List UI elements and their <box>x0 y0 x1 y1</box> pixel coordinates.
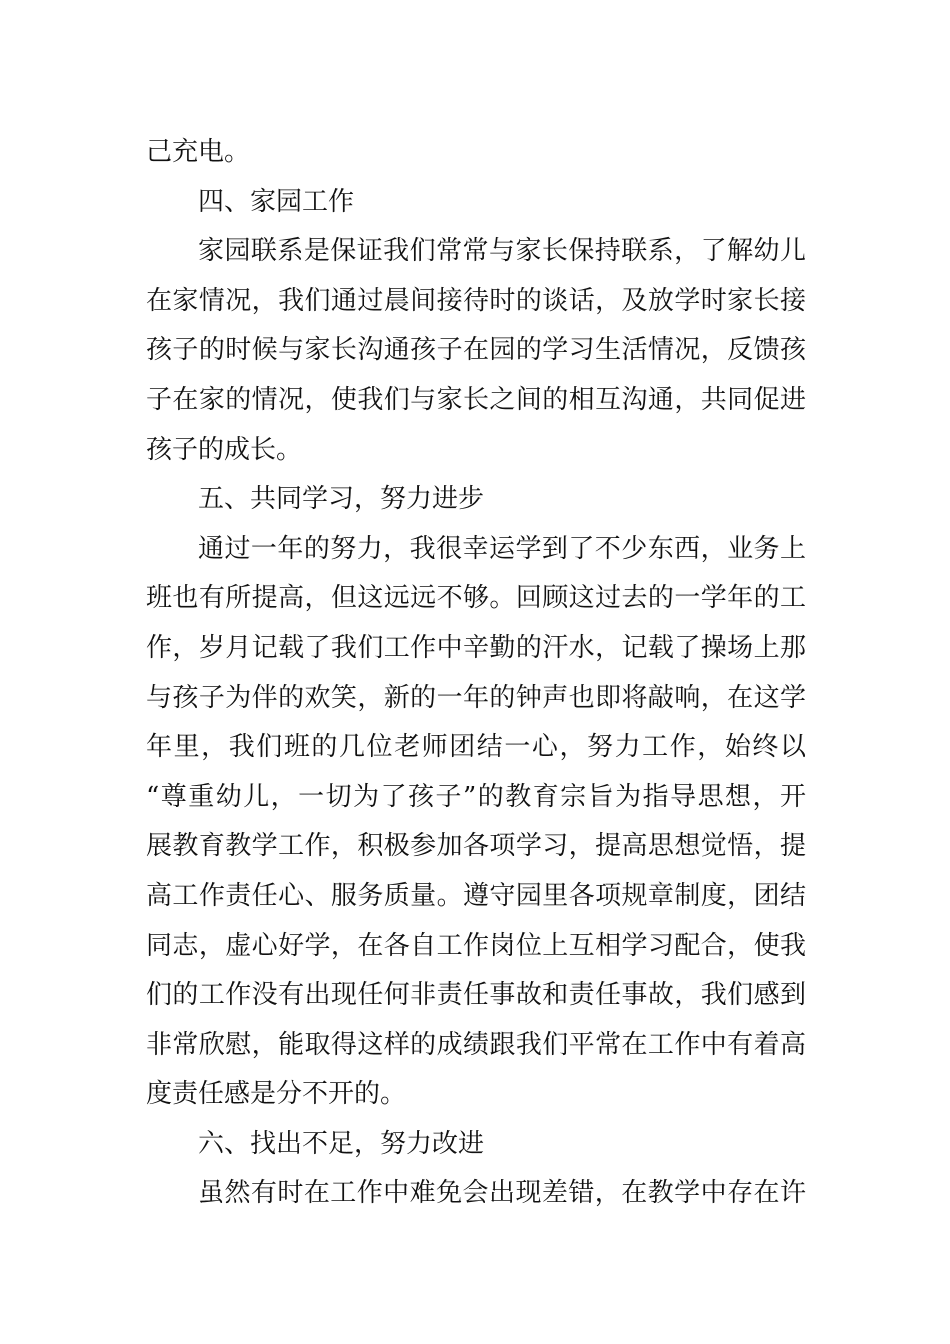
text-line: 们的工作没有出现任何非责任事故和责任事故，我们感到 <box>146 980 806 1011</box>
text-line: 展教育教学工作，积极参加各项学习，提高思想觉悟，提 <box>146 831 806 862</box>
text-line: 同志，虚心好学，在各自工作岗位上互相学习配合，使我 <box>146 930 806 961</box>
text-line: 通过一年的努力，我很幸运学到了不少东西，业务上 <box>198 533 806 564</box>
section-heading: 五、共同学习，努力进步 <box>198 484 485 515</box>
text-line: 虽然有时在工作中难免会出现差错，在教学中存在许 <box>198 1178 806 1209</box>
text-line: 高工作责任心、服务质量。遵守园里各项规章制度，团结 <box>146 880 806 911</box>
text-line: 孩子的成长。 <box>146 434 303 465</box>
text-line: 家园联系是保证我们常常与家长保持联系，了解幼儿 <box>198 236 806 267</box>
text-line: 与孩子为伴的欢笑，新的一年的钟声也即将敲响，在这学 <box>146 682 806 713</box>
text-line: 己充电。 <box>146 137 251 167</box>
text-line: 度责任感是分不开的。 <box>146 1079 407 1110</box>
text-line: 在家情况，我们通过晨间接待时的谈话，及放学时家长接 <box>146 285 806 316</box>
section-heading: 六、找出不足，努力改进 <box>198 1128 485 1159</box>
text-line: 孩子的时候与家长沟通孩子在园的学习生活情况，反馈孩 <box>146 335 806 366</box>
document-body <box>146 128 806 1219</box>
text-line: 作，岁月记载了我们工作中辛勤的汗水，记载了操场上那 <box>146 632 806 663</box>
text-line: 子在家的情况，使我们与家长之间的相互沟通，共同促进 <box>146 384 806 415</box>
text-line: “尊重幼儿，一切为了孩子”的教育宗旨为指导思想，开 <box>146 781 806 812</box>
text-line: 年里，我们班的几位老师团结一心，努力工作，始终以 <box>146 732 806 763</box>
text-line: 非常欣慰，能取得这样的成绩跟我们平常在工作中有着高 <box>146 1029 806 1060</box>
text-line: 班也有所提高，但这远远不够。回顾这过去的一学年的工 <box>146 583 806 614</box>
section-heading: 四、家园工作 <box>198 186 355 217</box>
